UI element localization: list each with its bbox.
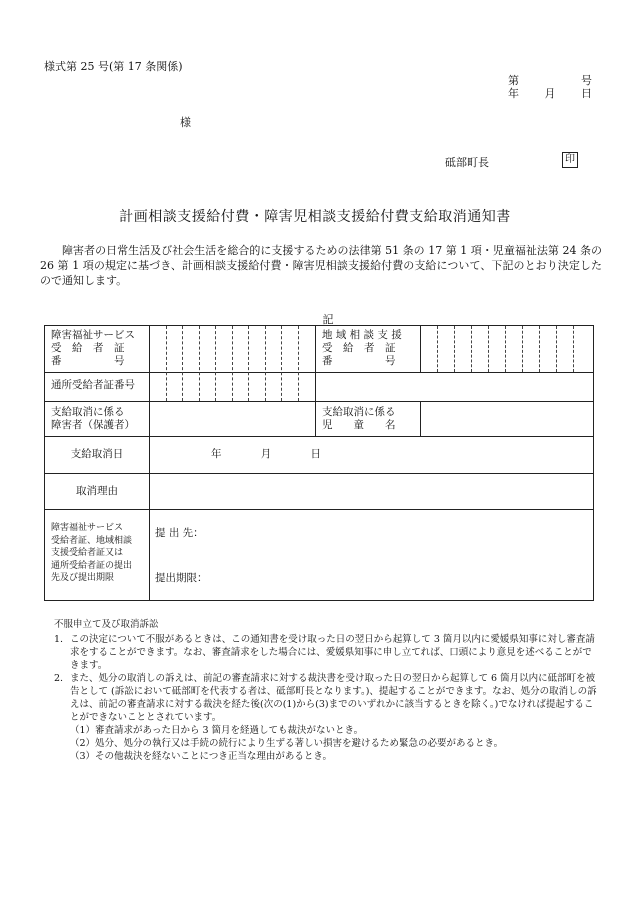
digit-box-divider: [471, 326, 472, 372]
cancellation-date-value: [211, 448, 321, 461]
digit-box-divider: [505, 326, 506, 372]
appeal-notes: [54, 618, 599, 763]
welfare-service-certificate-label: 障害福祉サービス 受 給 者 証 番 号: [51, 329, 135, 367]
row-divider: [45, 436, 593, 437]
digit-box-divider: [199, 326, 200, 401]
digit-box-divider: [556, 326, 557, 372]
column-divider: [420, 326, 421, 372]
note-subitem: （2）処分、処分の執行又は手続の続行により生ずる著しい損害を避けるため緊急の必要があるとき。: [70, 738, 504, 749]
row-divider: [45, 509, 593, 510]
date-line: [508, 87, 592, 100]
number-line: [508, 74, 592, 87]
digit-box-divider: [182, 326, 183, 401]
seal-mark: 印: [562, 152, 578, 168]
community-support-certificate-label: 地 域 相 談 支 援 受 給 者 証 番 号: [322, 329, 402, 367]
date-month: 月: [544, 87, 556, 100]
cancel-day: 日: [310, 448, 321, 460]
digit-box-divider: [298, 326, 299, 401]
row-divider: [45, 473, 593, 474]
note-item: 1. この決定について不服があるときは、この通知書を受け取った日の翌日から起算して 3 箇月以内に愛媛県知事に対し審査請求をすることができます。なお、審査請求をした場合には、愛媛県知事に申し立てれば、口頭により意見を述べることができます。: [54, 634, 595, 671]
cancelled-child-label: 支給取消に係る 児 童 名: [322, 406, 396, 431]
submission-deadline-label: 提出期限：: [155, 572, 208, 584]
number-prefix: 第: [508, 74, 519, 87]
row-divider: [45, 401, 593, 402]
submission-destination-label: 提 出 先：: [155, 527, 204, 539]
digit-box-divider: [437, 326, 438, 372]
note-subitem: （1）審査請求があった日から 3 箇月を経過しても裁決がないとき。: [70, 725, 364, 736]
digit-box-divider: [166, 326, 167, 401]
column-divider: [149, 326, 150, 600]
notes-heading: 不服申立て及び取消訴訟: [54, 619, 159, 630]
digit-box-divider: [522, 326, 523, 372]
digit-box-divider: [573, 326, 574, 372]
digit-box-divider: [265, 326, 266, 401]
row-divider: [45, 372, 593, 373]
digit-box-divider: [232, 326, 233, 401]
ki-heading: 記: [322, 313, 334, 326]
digit-box-divider: [454, 326, 455, 372]
number-suffix: 号: [581, 74, 592, 87]
column-divider: [315, 326, 316, 436]
cancel-year: 年: [211, 448, 222, 460]
document-title: 計画相談支援給付費・障害児相談支援給付費支給取消通知書: [119, 209, 511, 225]
submission-info-label: 障害福祉サービス 受給者証、地域相談 支援受給者証又は 通所受給者証の提出 先及び提出期限: [51, 523, 133, 583]
note-item: 2. また、処分の取消しの訴えは、前記の審査請求に対する裁決書を受け取った日の翌日から起算して 6 箇月以内に砥部町を被告として (訴訟において砥部町を代表する者は、砥部町長となります。)、提起することができます。なお、処分の取消しの訴えは、前記の審査請求に対する裁決を経た後(次の(1)から(3)までのいずれかに該当するときを除く。)でなければ提起することができないこととされています。: [54, 673, 597, 723]
note-subitem: （3）その他裁決を経ないことにつき正当な理由があるとき。: [70, 751, 332, 762]
notice-table: [44, 325, 594, 601]
recipient-honorific: 様: [180, 116, 191, 129]
column-divider: [420, 401, 421, 436]
cancellation-date-label: 支給取消日: [70, 448, 124, 460]
digit-box-divider: [539, 326, 540, 372]
form-number: 様式第 25 号(第 17 条関係): [44, 60, 183, 73]
date-year: 年: [508, 87, 519, 100]
cancel-month: 月: [260, 448, 272, 460]
digit-box-divider: [281, 326, 282, 401]
day-service-certificate-label: 通所受給者証番号: [51, 379, 135, 391]
issuer-name: 砥部町長: [445, 156, 489, 169]
cancelled-person-label: 支給取消に係る 障害者（保護者）: [51, 406, 135, 431]
cancellation-reason-label: 取消理由: [76, 485, 118, 497]
intro-paragraph: 障害者の日常生活及び社会生活を総合的に支援するための法律第 51 条の 17 第 1 項・児童福祉法第 24 条の 26 第 1 項の規定に基づき、計画相談支援給付費・障害児相談支援給付費の支給について、下記のとおり決定したので通知します。: [40, 244, 602, 287]
digit-box-divider: [488, 326, 489, 372]
digit-box-divider: [248, 326, 249, 401]
date-day: 日: [581, 87, 592, 100]
document-number-block: [508, 74, 592, 100]
digit-box-divider: [215, 326, 216, 401]
